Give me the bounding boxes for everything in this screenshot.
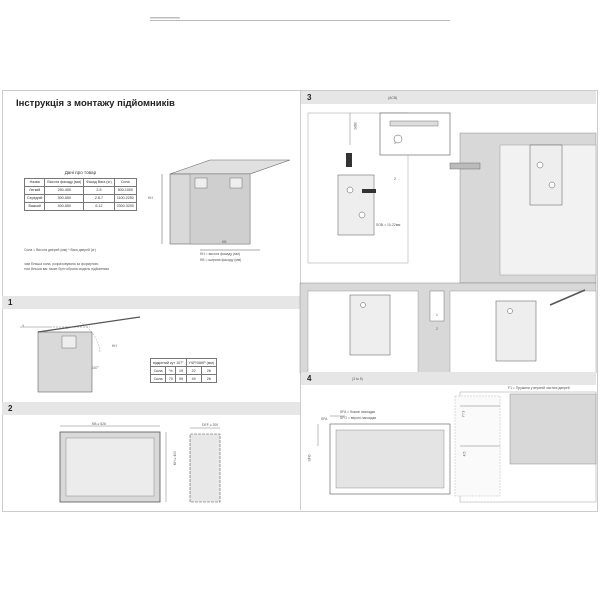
f1-note: F1 = Пружини у верхній частині дверей: [508, 386, 570, 390]
table-cell: 22: [186, 367, 201, 375]
section-3-header-text: (ACB): [388, 96, 398, 100]
bottom-dimension: 4.5: [462, 451, 467, 457]
table-header: Висота фасаду (мм): [45, 178, 84, 186]
table-cell: 49: [186, 375, 201, 383]
top-dimension: 7 / 3: [461, 410, 466, 418]
table-cell: Середній: [25, 194, 45, 202]
section-3-number: 3: [307, 93, 312, 102]
note-line: тим більша ваг. може бути обрана модель підйомника: [24, 267, 110, 271]
table-cell: Легкий: [25, 186, 45, 194]
table-cell: 500-1050: [114, 186, 136, 194]
sfa-legend: SFA = бокові накладки: [340, 410, 376, 414]
step-marker: 2: [436, 327, 438, 331]
page-title: Інструкція з монтажу підйомників: [16, 98, 175, 109]
kb-dimension-label: KB: [222, 240, 227, 244]
table-cell: 70: [166, 375, 176, 383]
table-cell: 250-450: [45, 186, 84, 194]
table-row: [151, 367, 217, 375]
section-4-header-text: (3 to 5): [352, 377, 363, 381]
table-cell: Сила: [151, 375, 166, 383]
y-dimension-label: Y: [22, 324, 25, 328]
table-header: Сила: [114, 178, 136, 186]
table-header: УЧР/ЗАКР (мм): [186, 359, 216, 367]
table-caption: Дані про товар: [64, 169, 97, 175]
force-formula-note: Сила = Висота дверей (мм) * Вага дверей (кг): [24, 248, 96, 252]
step-marker: 1: [436, 313, 438, 317]
table-cell: 400-550: [45, 202, 84, 210]
section-4-number: 4: [307, 374, 312, 383]
sfo-legend: SFO = верхні накладки: [340, 416, 377, 420]
table-cell: 300-550: [45, 194, 84, 202]
table-cell: 2-5: [84, 186, 115, 194]
table-cell: 2300-3200: [114, 202, 136, 210]
section-4-bar: [301, 372, 596, 385]
table-cell: %: [166, 367, 176, 375]
angle-force-table: [150, 358, 217, 383]
step-marker: 1: [394, 141, 396, 145]
table-cell: 6-12: [84, 202, 115, 210]
depth-min-label: DEF ≥ 200: [202, 423, 219, 427]
table-row: [151, 375, 217, 383]
sfo-label: SFO: [307, 454, 312, 462]
table-row: [25, 186, 137, 194]
section-2-bar: [2, 402, 300, 415]
section-3-bar: [301, 91, 596, 104]
table-cell: 26: [201, 375, 216, 383]
sob-vertical-label: SOB: [353, 122, 358, 130]
section-2-number: 2: [8, 404, 13, 413]
section-1-opening-diagram: [10, 312, 160, 402]
table-header: відкритий кут 107°: [151, 359, 187, 367]
header-decorative-strip: ≡≡≡≡≡≡≡≡≡≡≡≡≡≡≡≡≡≡≡≡: [150, 16, 180, 20]
section-1-bar: [2, 296, 300, 309]
table-cell: Сила: [151, 367, 166, 375]
table-cell: 26: [201, 367, 216, 375]
section-3-mounting-diagrams: [300, 105, 596, 375]
x-dimension-label: X: [66, 326, 69, 330]
height-min-label: KH ≥ 400: [173, 450, 178, 466]
sfa-label: SFA: [321, 417, 328, 421]
angle-label: 107°: [92, 366, 100, 370]
table-cell: 59: [176, 375, 186, 383]
note-line: чим більша сила, розраховувана за формулою,: [24, 262, 99, 266]
header-rule: [150, 20, 450, 21]
width-min-label: KB ≥ 526: [92, 422, 106, 426]
table-cell: 19: [176, 367, 186, 375]
table-cell: 2.8-7: [84, 194, 115, 202]
section-4-alignment-diagrams: [300, 386, 596, 510]
table-cell: Важкий: [25, 202, 45, 210]
table-row: [25, 202, 137, 210]
kh-label: KH: [112, 344, 117, 348]
table-cell: 1100-2250: [114, 194, 136, 202]
section-1-number: 1: [8, 298, 13, 307]
table-header: Назва: [25, 178, 45, 186]
product-data-table: [24, 168, 137, 211]
step-marker: 2: [394, 177, 396, 181]
kb-legend: KB = ширина фасаду (мм): [200, 258, 242, 262]
table-header: Фасад Вага (кг): [84, 178, 115, 186]
kh-legend: KH = висота фасаду (мм): [200, 252, 240, 256]
kh-dimension-label: KH: [148, 196, 153, 200]
table-row: [25, 194, 137, 202]
sob-note: SOB = 10-22мм: [376, 223, 401, 227]
